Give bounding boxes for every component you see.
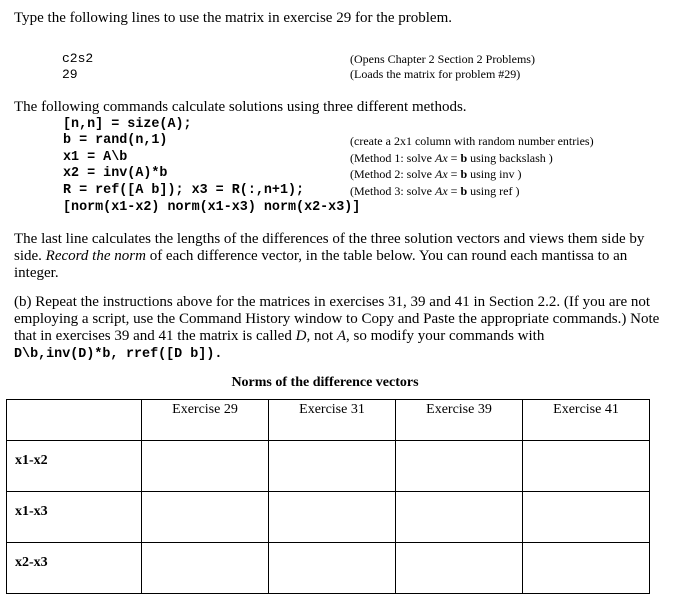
table-header-cell: [7, 400, 142, 441]
code-line-29: 29: [62, 67, 78, 82]
table-row: [7, 543, 650, 594]
row-label-x2-x3: x2-x3: [7, 543, 142, 594]
comment-method1: (Method 1: solve Ax = b using backslash ): [350, 151, 553, 165]
table-row: [7, 441, 650, 492]
comment-rand: (create a 2x1 column with random number entries): [350, 134, 594, 148]
table-header-cell: Exercise 31: [269, 400, 396, 441]
paragraph-record-norm: The last line calculates the lengths of the differences of the three solution vectors and views them side by side. Record the norm of each difference vector, in the table below. You can round each mantissa to an integer.: [14, 231, 645, 281]
table-cell[interactable]: [396, 543, 523, 594]
table-header-cell: Exercise 29: [142, 400, 269, 441]
comment-29: (Loads the matrix for problem #29): [350, 67, 521, 81]
code-rand: b = rand(n,1): [63, 133, 168, 148]
table-cell[interactable]: [142, 543, 269, 594]
table-header-cell: Exercise 41: [523, 400, 650, 441]
intro-text: Type the following lines to use the matrix in exercise 29 for the problem.: [14, 10, 453, 26]
code-norms: [norm(x1-x2) norm(x1-x3) norm(x2-x3)]: [63, 200, 361, 215]
table-cell[interactable]: [523, 543, 650, 594]
norms-table: [6, 399, 650, 594]
code-ref: R = ref([A b]); x3 = R(:,n+1);: [63, 183, 305, 198]
row-label-x1-x2: x1-x2: [7, 441, 142, 492]
code-line-c2s2: c2s2: [62, 51, 94, 66]
table-cell[interactable]: [269, 441, 396, 492]
comment-c2s2: (Opens Chapter 2 Section 2 Problems): [350, 52, 535, 66]
code-inv: x2 = inv(A)*b: [63, 166, 168, 181]
table-cell[interactable]: [523, 441, 650, 492]
table-cell[interactable]: [269, 543, 396, 594]
table-header-row: [7, 400, 650, 441]
table-cell[interactable]: [396, 492, 523, 543]
code-size: [n,n] = size(A);: [63, 117, 192, 132]
table-row: [7, 492, 650, 543]
table-cell[interactable]: [142, 441, 269, 492]
table-cell[interactable]: [396, 441, 523, 492]
table-header-cell: Exercise 39: [396, 400, 523, 441]
comment-method2: (Method 2: solve Ax = b using inv ): [350, 167, 522, 181]
methods-intro: The following commands calculate solutions using three different methods.: [14, 99, 467, 115]
table-cell[interactable]: [269, 492, 396, 543]
paragraph-repeat-instructions: (b) Repeat the instructions above for the matrices in exercises 31, 39 and 41 in Section 2.2. (If you are not employing a script, use the Command History window to Copy and Paste the appropriate commands.) Note that in exercises 39 and 41 the matrix is called D, not A, so modify your commands with D\b,inv(D)*b, rref([D b]).: [14, 294, 660, 362]
row-label-x1-x3: x1-x3: [7, 492, 142, 543]
comment-method3: (Method 3: solve Ax = b using ref ): [350, 184, 520, 198]
table-caption: Norms of the difference vectors: [231, 375, 419, 390]
code-backslash: x1 = A\b: [63, 150, 128, 165]
table-cell[interactable]: [142, 492, 269, 543]
table-cell[interactable]: [523, 492, 650, 543]
